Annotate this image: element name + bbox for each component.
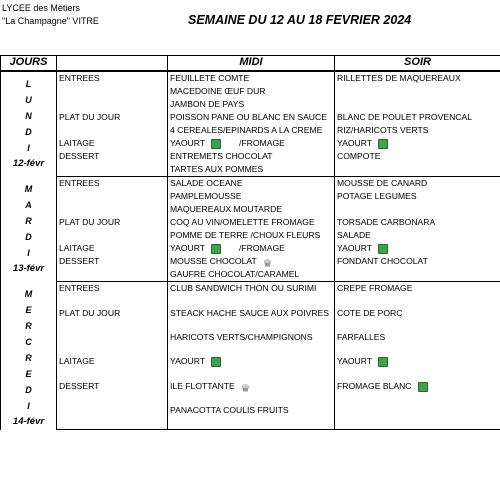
header-midi: MIDI xyxy=(168,56,335,72)
category-cell-dessert xyxy=(57,404,168,429)
day-letters xyxy=(1,282,56,430)
day-letters xyxy=(1,72,56,172)
category-cell-plat: PLAT DU JOUR xyxy=(57,307,168,331)
soir-cell xyxy=(335,404,500,429)
day-letter: C xyxy=(25,336,32,347)
midi-item: ILE FLOTTANTE xyxy=(170,380,235,391)
soir-cell xyxy=(335,85,500,98)
day-cell xyxy=(1,282,57,430)
midi-item: MOUSSE CHOCOLAT xyxy=(170,256,257,266)
category-cell-entrees xyxy=(57,190,168,203)
day-letter: D xyxy=(25,127,32,137)
header-blank xyxy=(57,56,168,72)
chef-hat-icon xyxy=(241,383,250,391)
menu-row xyxy=(1,380,500,404)
soir-item: CREPE FROMAGE xyxy=(337,283,413,293)
soir-item: FARFALLES xyxy=(337,332,386,343)
day-letter: D xyxy=(25,384,32,395)
soir-item: TORSADE CARBONARA xyxy=(337,217,436,227)
soir-cell xyxy=(335,190,500,203)
menu-row xyxy=(1,242,500,255)
day-letter: M xyxy=(24,183,33,194)
organic-leaf-icon xyxy=(418,382,428,392)
day-letter: R xyxy=(25,320,32,331)
soir-cell xyxy=(335,216,500,229)
school-name xyxy=(2,2,99,28)
midi-item: GAUFRE CHOCOLAT/CARAMEL xyxy=(170,269,300,279)
midi-laitage-extra: /FROMAGE xyxy=(239,138,285,148)
midi-item: PANACOTTA COULIS FRUITS xyxy=(170,405,289,416)
midi-item: ENTREMETS CHOCOLAT xyxy=(170,151,273,161)
category-cell-dessert: DESSERT xyxy=(57,255,168,268)
soir-cell xyxy=(335,242,500,255)
midi-laitage: YAOURT xyxy=(170,138,206,148)
midi-cell xyxy=(168,380,335,404)
soir-item: MOUSSE DE CANARD xyxy=(337,178,428,188)
menu-row xyxy=(1,268,500,282)
midi-item: MACEDOINE ŒUF DUR xyxy=(170,86,266,96)
soir-item: FROMAGE BLANC xyxy=(337,380,412,391)
soir-cell xyxy=(335,380,500,404)
midi-cell xyxy=(168,85,335,98)
soir-item: COTE DE PORC xyxy=(337,307,403,318)
midi-cell xyxy=(168,203,335,216)
midi-item: HARICOTS VERTS/CHAMPIGNONS xyxy=(170,332,313,343)
day-letter: N xyxy=(25,111,32,121)
midi-cell xyxy=(168,242,335,255)
midi-item: JAMBON DE PAYS xyxy=(170,99,245,109)
soir-cell xyxy=(335,177,500,191)
soir-cell xyxy=(335,282,500,307)
midi-cell xyxy=(168,355,335,379)
category-cell-plat xyxy=(57,229,168,242)
day-letter: A xyxy=(25,199,32,210)
soir-item: POTAGE LEGUMES xyxy=(337,191,417,201)
day-letter: M xyxy=(24,288,33,299)
soir-cell xyxy=(335,203,500,216)
midi-cell xyxy=(168,268,335,282)
soir-cell xyxy=(335,163,500,177)
category-cell-dessert: DESSERT xyxy=(57,380,168,404)
menu-row xyxy=(1,404,500,429)
menu-row xyxy=(1,163,500,177)
midi-item: FEUILLETE COMTE xyxy=(170,73,250,83)
category-cell-dessert xyxy=(57,163,168,177)
midi-item: MAQUEREAUX MOUTARDE xyxy=(170,204,283,214)
midi-item: SALADE OCEANE xyxy=(170,178,243,188)
midi-cell xyxy=(168,282,335,307)
category-cell-entrees xyxy=(57,98,168,111)
midi-cell xyxy=(168,98,335,111)
soir-item: RIZ/HARICOTS VERTS xyxy=(337,125,429,135)
category-cell-entrees: ENTREES xyxy=(57,71,168,85)
menu-row xyxy=(1,190,500,203)
soir-cell xyxy=(335,150,500,163)
day-date: 14-févr xyxy=(12,415,45,427)
week-title: SEMAINE DU 12 AU 18 FEVRIER 2024 xyxy=(188,13,412,27)
menu-table xyxy=(0,55,500,430)
soir-cell xyxy=(335,124,500,137)
midi-item: STEACK HACHE SAUCE AUX POIVRES xyxy=(170,307,330,318)
day-cell xyxy=(1,177,57,282)
soir-item: COMPOTE xyxy=(337,151,381,161)
menu-row xyxy=(1,203,500,216)
midi-cell xyxy=(168,150,335,163)
organic-leaf-icon xyxy=(211,139,221,149)
header-row xyxy=(1,56,500,72)
soir-cell xyxy=(335,355,500,379)
school-line1: LYCEE des Métiers xyxy=(2,3,80,13)
menu-row xyxy=(1,124,500,137)
day-letter: I xyxy=(27,143,30,153)
menu-row xyxy=(1,355,500,379)
soir-laitage: YAOURT xyxy=(337,138,373,148)
menu-row xyxy=(1,177,500,191)
day-letter: E xyxy=(25,304,32,315)
soir-cell xyxy=(335,71,500,85)
category-cell-entrees: ENTREES xyxy=(57,282,168,307)
midi-cell xyxy=(168,137,335,150)
soir-cell xyxy=(335,307,500,331)
midi-item: POMME DE TERRE /CHOUX FLEURS xyxy=(170,230,321,240)
midi-cell xyxy=(168,307,335,331)
day-date: 13-févr xyxy=(12,262,45,274)
day-letter: R xyxy=(25,352,32,363)
day-letter: I xyxy=(27,400,30,411)
organic-leaf-icon xyxy=(378,244,388,254)
soir-cell xyxy=(335,98,500,111)
menu-row xyxy=(1,255,500,268)
midi-item: COQ AU VIN/OMELETTE FROMAGE xyxy=(170,217,315,227)
midi-laitage-extra: /FROMAGE xyxy=(239,243,285,253)
day-letter: D xyxy=(25,231,32,242)
header-jours: JOURS xyxy=(1,56,57,72)
organic-leaf-icon xyxy=(211,357,221,367)
category-cell-dessert: DESSERT xyxy=(57,150,168,163)
midi-cell xyxy=(168,163,335,177)
midi-cell xyxy=(168,331,335,355)
day-letter: L xyxy=(25,79,32,89)
category-cell-laitage: LAITAGE xyxy=(57,137,168,150)
midi-item: TARTES AUX POMMES xyxy=(170,164,264,174)
day-letter: U xyxy=(25,95,32,105)
midi-cell xyxy=(168,229,335,242)
category-cell-entrees xyxy=(57,203,168,216)
soir-cell xyxy=(335,137,500,150)
organic-leaf-icon xyxy=(211,244,221,254)
midi-cell xyxy=(168,71,335,85)
category-cell-plat xyxy=(57,331,168,355)
midi-cell xyxy=(168,216,335,229)
day-letter: E xyxy=(25,368,32,379)
category-cell-laitage: LAITAGE xyxy=(57,242,168,255)
organic-leaf-icon xyxy=(378,357,388,367)
menu-row xyxy=(1,150,500,163)
day-letter: I xyxy=(27,247,30,258)
midi-cell xyxy=(168,190,335,203)
soir-item: BLANC DE POULET PROVENCAL xyxy=(337,112,472,122)
category-cell-entrees: ENTREES xyxy=(57,177,168,191)
menu-row xyxy=(1,71,500,85)
soir-cell xyxy=(335,229,500,242)
menu-row xyxy=(1,282,500,307)
menu-row xyxy=(1,111,500,124)
midi-cell xyxy=(168,124,335,137)
chef-hat-icon xyxy=(263,258,272,266)
day-date: 12-févr xyxy=(12,158,45,169)
menu-row xyxy=(1,85,500,98)
school-line2: "La Champagne" VITRE xyxy=(2,16,99,26)
soir-item: SALADE xyxy=(337,230,371,240)
day-letter: R xyxy=(25,215,32,226)
soir-cell xyxy=(335,268,500,282)
menu-row xyxy=(1,137,500,150)
midi-item: PAMPLEMOUSSE xyxy=(170,191,242,201)
soir-item: FONDANT CHOCOLAT xyxy=(337,256,428,266)
midi-cell xyxy=(168,255,335,268)
day-cell xyxy=(1,71,57,177)
menu-row xyxy=(1,307,500,331)
midi-cell xyxy=(168,111,335,124)
header-soir: SOIR xyxy=(335,56,500,72)
category-cell-plat xyxy=(57,124,168,137)
soir-cell xyxy=(335,255,500,268)
midi-cell xyxy=(168,404,335,429)
day-letters xyxy=(1,177,56,277)
soir-cell xyxy=(335,331,500,355)
midi-cell xyxy=(168,177,335,191)
menu-row xyxy=(1,98,500,111)
category-cell-entrees xyxy=(57,85,168,98)
category-cell-plat: PLAT DU JOUR xyxy=(57,216,168,229)
organic-leaf-icon xyxy=(378,139,388,149)
midi-item: CLUB SANDWICH THON OU SURIMI xyxy=(170,283,317,293)
midi-laitage: YAOURT xyxy=(170,243,206,253)
midi-item: 4 CEREALES/EPINARDS A LA CREME xyxy=(170,125,323,135)
category-cell-laitage: LAITAGE xyxy=(57,355,168,379)
menu-row xyxy=(1,229,500,242)
soir-laitage: YAOURT xyxy=(337,356,373,367)
category-cell-plat: PLAT DU JOUR xyxy=(57,111,168,124)
menu-row xyxy=(1,216,500,229)
menu-row xyxy=(1,331,500,355)
soir-item: RILLETTES DE MAQUEREAUX xyxy=(337,73,461,83)
midi-laitage: YAOURT xyxy=(170,356,206,367)
soir-cell xyxy=(335,111,500,124)
category-cell-dessert xyxy=(57,268,168,282)
midi-item: POISSON PANE OU BLANC EN SAUCE xyxy=(170,112,327,122)
soir-laitage: YAOURT xyxy=(337,243,373,253)
